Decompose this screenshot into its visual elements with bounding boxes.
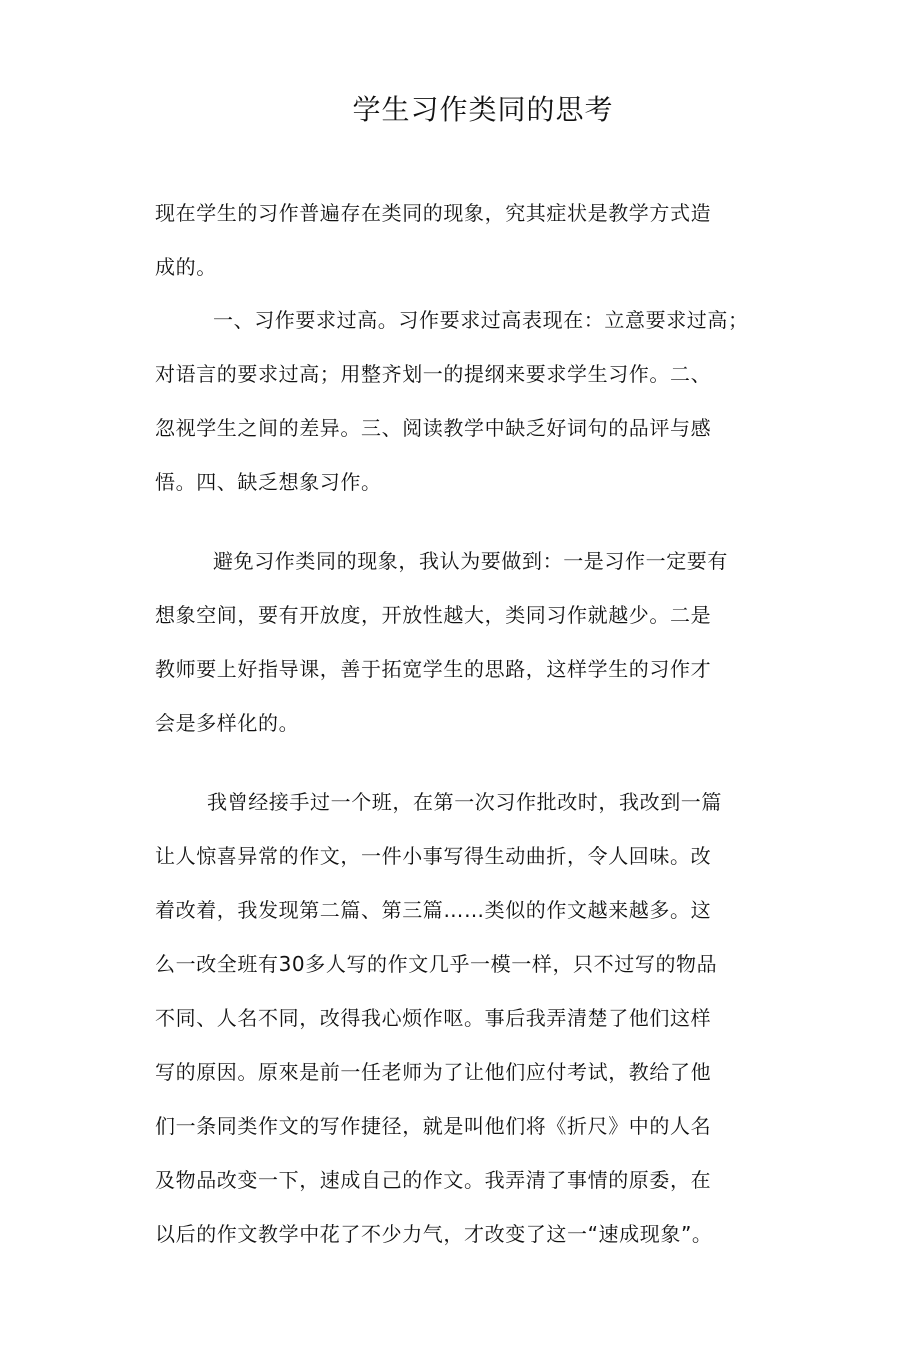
paragraph-line: 不同、人名不同，改得我心烦作呕。事后我弄清楚了他们这样 <box>155 1006 712 1030</box>
paragraph-line: 对语言的要求过高；用整齐划一的提纲来要求学生习作。二、 <box>155 362 712 386</box>
paragraph-line: 以后的作文教学中花了不少力气，才改变了这一“速成现象”。 <box>155 1222 713 1246</box>
paragraph-line: 我曾经接手过一个班，在第一次习作批改时，我改到一篇 <box>207 790 722 814</box>
paragraph-line: 们一条同类作文的写作捷径，就是叫他们将《折尺》中的人名 <box>155 1114 712 1138</box>
paragraph-line: 一、习作要求过高。习作要求过高表现在：立意要求过高； <box>213 308 749 332</box>
paragraph-experience <box>155 775 765 1261</box>
document-title: 学生习作类同的思考 <box>352 93 614 126</box>
paragraph-line: 么一改全班有30多人写的作文几乎一模一样，只不过写的物品 <box>155 952 718 976</box>
paragraph-line: 及物品改变一下，速成自己的作文。我弄清了事情的原委，在 <box>155 1168 712 1192</box>
paragraph-line: 避免习作类同的现象，我认为要做到：一是习作一定要有 <box>213 549 728 573</box>
paragraph-solutions <box>155 534 765 750</box>
paragraph-line: 着改着，我发现第二篇、第三篇……类似的作文越来越多。这 <box>155 898 712 922</box>
paragraph-causes <box>155 293 765 509</box>
paragraph-line: 让人惊喜异常的作文，一件小事写得生动曲折，令人回味。改 <box>155 844 712 868</box>
paragraph-line: 现在学生的习作普遍存在类同的现象，究其症状是教学方式造 <box>155 201 712 225</box>
paragraph-line: 忽视学生之间的差异。三、阅读教学中缺乏好词句的品评与感 <box>155 416 712 440</box>
paragraph-line: 想象空间，要有开放度，开放性越大，类同习作就越少。二是 <box>155 603 712 627</box>
paragraph-intro <box>155 186 765 294</box>
paragraph-line: 悟。四、缺乏想象习作。 <box>155 470 382 494</box>
paragraph-line: 会是多样化的。 <box>155 711 300 735</box>
paragraph-line: 成的。 <box>155 255 217 279</box>
paragraph-line: 教师要上好指导课，善于拓宽学生的思路，这样学生的习作才 <box>155 657 712 681</box>
paragraph-line: 写的原因。原來是前一任老师为了让他们应付考试，教给了他 <box>155 1060 712 1084</box>
